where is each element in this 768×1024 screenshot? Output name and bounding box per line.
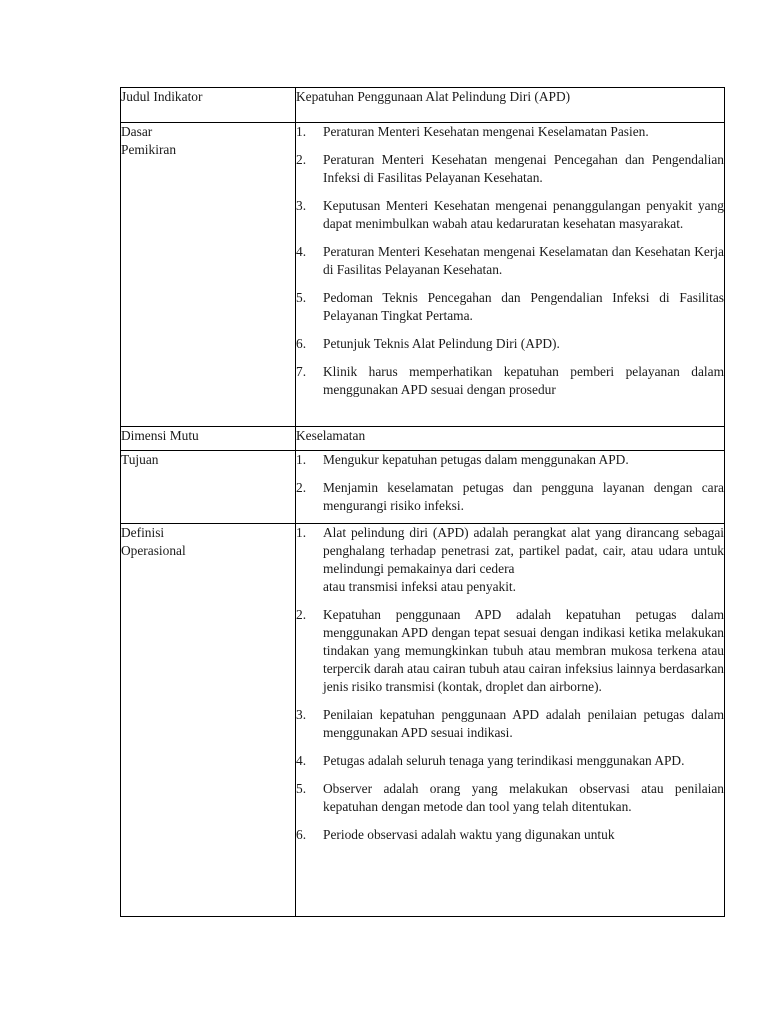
definisi-operasional-list <box>296 524 724 844</box>
indicator-table <box>120 87 725 917</box>
list-item <box>296 335 724 353</box>
list-text: Mengukur kepatuhan petugas dalam menggunakan APD. <box>323 452 629 467</box>
list-number: 4. <box>296 244 307 259</box>
list-number: 1. <box>296 452 307 467</box>
label-cell <box>121 88 296 123</box>
list-item <box>296 479 724 515</box>
list-text: Petunjuk Teknis Alat Pelindung Diri (APD). <box>323 336 560 351</box>
list-number: 1. <box>296 124 307 139</box>
dasar-pemikiran-list <box>296 123 724 399</box>
row-label-judul-indikator: Judul Indikator <box>121 89 203 104</box>
table-row-dimensi-mutu <box>121 427 725 451</box>
label-cell <box>121 123 296 427</box>
table-row-definisi-operasional <box>121 524 725 917</box>
list-item <box>296 123 724 141</box>
list-number: 1. <box>296 525 307 540</box>
table-row-judul-indikator <box>121 88 725 123</box>
value-cell <box>296 451 725 524</box>
list-number: 5. <box>296 290 307 305</box>
list-text: Peraturan Menteri Kesehatan mengenai Keselamatan dan Kesehatan Kerja di Fasilitas Pelayanan Kesehatan. <box>323 244 724 277</box>
list-text: Klinik harus memperhatikan kepatuhan pemberi pelayanan dalam menggunakan APD sesuai dengan prosedur <box>323 364 724 397</box>
list-text: Menjamin keselamatan petugas dan pengguna layanan dengan cara mengurangi risiko infeksi. <box>323 480 724 513</box>
label-cell <box>121 451 296 524</box>
list-number: 5. <box>296 781 307 796</box>
list-number: 2. <box>296 480 307 495</box>
table-row-dasar-pemikiran <box>121 123 725 427</box>
list-number: 2. <box>296 152 307 167</box>
table-row-tujuan <box>121 451 725 524</box>
value-cell <box>296 123 725 427</box>
list-item <box>296 243 724 279</box>
value-cell <box>296 427 725 451</box>
list-text: Peraturan Menteri Kesehatan mengenai Keselamatan Pasien. <box>323 124 649 139</box>
list-item <box>296 451 724 469</box>
list-text: Penilaian kepatuhan penggunaan APD adalah penilaian petugas dalam menggunakan APD sesuai indikasi. <box>323 707 724 740</box>
row-label-definisi-operasional: Definisi Operasional <box>121 525 186 558</box>
list-text: Petugas adalah seluruh tenaga yang terindikasi menggunakan APD. <box>323 753 685 768</box>
list-number: 6. <box>296 827 307 842</box>
list-item <box>296 151 724 187</box>
list-text: Pedoman Teknis Pencegahan dan Pengendalian Infeksi di Fasilitas Pelayanan Tingkat Pertama. <box>323 290 724 323</box>
list-item <box>296 524 724 596</box>
row-label-dasar-pemikiran: Dasar Pemikiran <box>121 124 177 157</box>
list-item <box>296 606 724 696</box>
dimensi-mutu-value: Keselamatan <box>296 428 366 443</box>
list-number: 6. <box>296 336 307 351</box>
list-item <box>296 752 724 770</box>
list-number: 3. <box>296 707 307 722</box>
list-text: Keputusan Menteri Kesehatan mengenai penanggulangan penyakit yang dapat menimbulkan wabah atau kedaruratan kesehatan masyarakat. <box>323 198 724 231</box>
list-text: Peraturan Menteri Kesehatan mengenai Pencegahan dan Pengendalian Infeksi di Fasilitas Pelayanan Kesehatan. <box>323 152 724 185</box>
list-text: Kepatuhan penggunaan APD adalah kepatuhan petugas dalam menggunakan APD dengan tepat sesuai dengan indikasi ketika melakukan tindakan yang memungkinkan tubuh atau membran mukosa terkena atau terpercik darah atau cairan tubuh atau cairan infeksius lainnya berdasarkan jenis risiko transmisi (kontak, droplet dan airborne). <box>323 607 724 694</box>
value-cell <box>296 88 725 123</box>
list-text: Periode observasi adalah waktu yang digunakan untuk <box>323 827 615 842</box>
list-number: 3. <box>296 198 307 213</box>
list-text: Alat pelindung diri (APD) adalah perangkat alat yang dirancang sebagai penghalang terhadap penetrasi zat, partikel padat, cair, atau udara untuk melindungi pemakainya dari cedera atau transmisi infeksi atau penyakit. <box>323 525 724 594</box>
list-item <box>296 826 724 844</box>
list-number: 2. <box>296 607 307 622</box>
list-item <box>296 706 724 742</box>
list-text: Observer adalah orang yang melakukan observasi atau penilaian kepatuhan dengan metode dan tool yang telah ditentukan. <box>323 781 724 814</box>
list-item <box>296 780 724 816</box>
list-item <box>296 363 724 399</box>
list-item <box>296 289 724 325</box>
value-cell <box>296 524 725 917</box>
indicator-title: Kepatuhan Penggunaan Alat Pelindung Diri (APD) <box>296 89 571 104</box>
list-number: 4. <box>296 753 307 768</box>
row-label-dimensi-mutu: Dimensi Mutu <box>121 428 199 443</box>
label-cell <box>121 427 296 451</box>
definisi-clip <box>296 524 724 914</box>
row-label-tujuan: Tujuan <box>121 452 159 467</box>
tujuan-list <box>296 451 724 515</box>
list-item <box>296 197 724 233</box>
label-cell <box>121 524 296 917</box>
list-number: 7. <box>296 364 307 379</box>
